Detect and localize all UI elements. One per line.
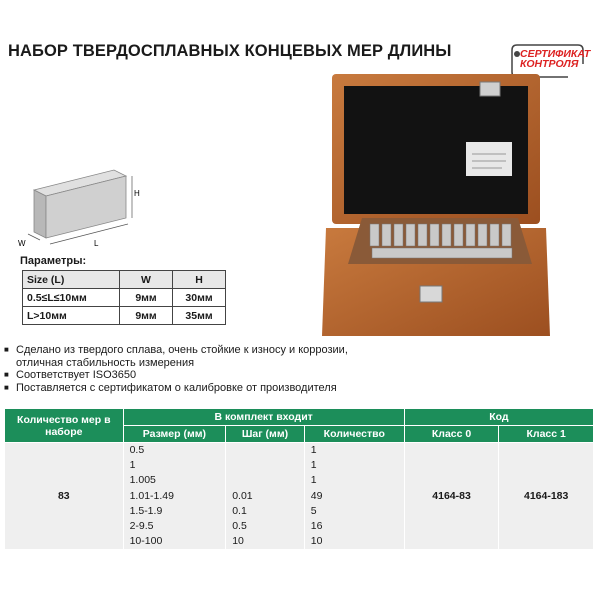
- feature-list: [4, 344, 396, 394]
- step-value: 10: [232, 535, 244, 548]
- certificate-line1: СЕРТИФИКАТ: [520, 48, 591, 60]
- header-included: В комплект входит: [123, 409, 404, 426]
- size-value: 1: [129, 459, 136, 472]
- qty-value: 5: [310, 504, 317, 517]
- qty-value: 1: [310, 444, 317, 456]
- qty-value: 49: [310, 489, 323, 502]
- size-value: 10-100: [129, 535, 163, 548]
- dim-h-label: H: [134, 189, 140, 198]
- step-value: [232, 473, 298, 488]
- params-row: [23, 289, 226, 307]
- params-header-size: Size (L): [23, 271, 120, 289]
- page-title: НАБОР ТВЕРДОСПЛАВНЫХ КОНЦЕВЫХ МЕР ДЛИНЫ: [8, 42, 452, 60]
- qty-column: [304, 443, 404, 550]
- specs-header-row: [5, 409, 594, 426]
- gauge-block-drawing: [14, 160, 144, 250]
- header-class1: Класс 1: [499, 426, 594, 443]
- header-code: Код: [404, 409, 593, 426]
- qty-value: 16: [310, 519, 323, 532]
- params-header-w: W: [120, 271, 173, 289]
- params-table: [22, 270, 226, 325]
- header-step: Шаг (мм): [226, 426, 305, 443]
- header-qty: Количество: [304, 426, 404, 443]
- params-label: Параметры:: [20, 255, 87, 267]
- header-count: Количество мер в наборе: [5, 409, 124, 443]
- sizes-column: [123, 443, 226, 550]
- qty-value: 1: [310, 474, 317, 487]
- gauge-block-case-image: [322, 68, 554, 342]
- step-value: 0.5: [232, 519, 247, 532]
- size-value: 0.5: [129, 444, 145, 456]
- params-cell: L>10мм: [23, 307, 120, 325]
- step-value: 0.01: [232, 489, 253, 502]
- set-count: 83: [5, 443, 124, 550]
- size-value: 1.01-1.49: [129, 489, 174, 502]
- specs-data-row: [5, 443, 594, 550]
- dim-l-label: L: [94, 239, 99, 248]
- params-cell: 30мм: [173, 289, 226, 307]
- params-row: [23, 307, 226, 325]
- params-cell: 35мм: [173, 307, 226, 325]
- size-value: 1.5-1.9: [129, 504, 163, 517]
- dim-w-label: W: [18, 239, 26, 248]
- steps-column: [226, 443, 305, 550]
- params-header-h: H: [173, 271, 226, 289]
- certificate-line2: КОНТРОЛЯ: [520, 58, 579, 70]
- params-cell: 9мм: [120, 289, 173, 307]
- params-cell: 0.5≤L≤10мм: [23, 289, 120, 307]
- step-value: 0.1: [232, 504, 247, 517]
- params-cell: 9мм: [120, 307, 173, 325]
- qty-value: 10: [310, 535, 323, 548]
- specs-table: [4, 408, 594, 549]
- params-header-row: [23, 271, 226, 289]
- step-value: [232, 443, 298, 458]
- size-value: 1.005: [129, 474, 156, 487]
- class1-code: 4164-183: [499, 443, 594, 550]
- size-value: 2-9.5: [129, 519, 154, 532]
- qty-value: 1: [310, 459, 317, 472]
- class0-code: 4164-83: [404, 443, 499, 550]
- header-class0: Класс 0: [404, 426, 499, 443]
- feature-item: ■ Сделано из твердого сплава, очень стойкие к износу и коррозии, отличная стабильность измерения: [4, 344, 396, 369]
- feature-item: ■ Соответствует ISO3650: [4, 369, 396, 382]
- feature-item: ■ Поставляется с сертификатом о калибровке от производителя: [4, 382, 396, 395]
- step-value: [232, 458, 298, 473]
- header-size: Размер (мм): [123, 426, 226, 443]
